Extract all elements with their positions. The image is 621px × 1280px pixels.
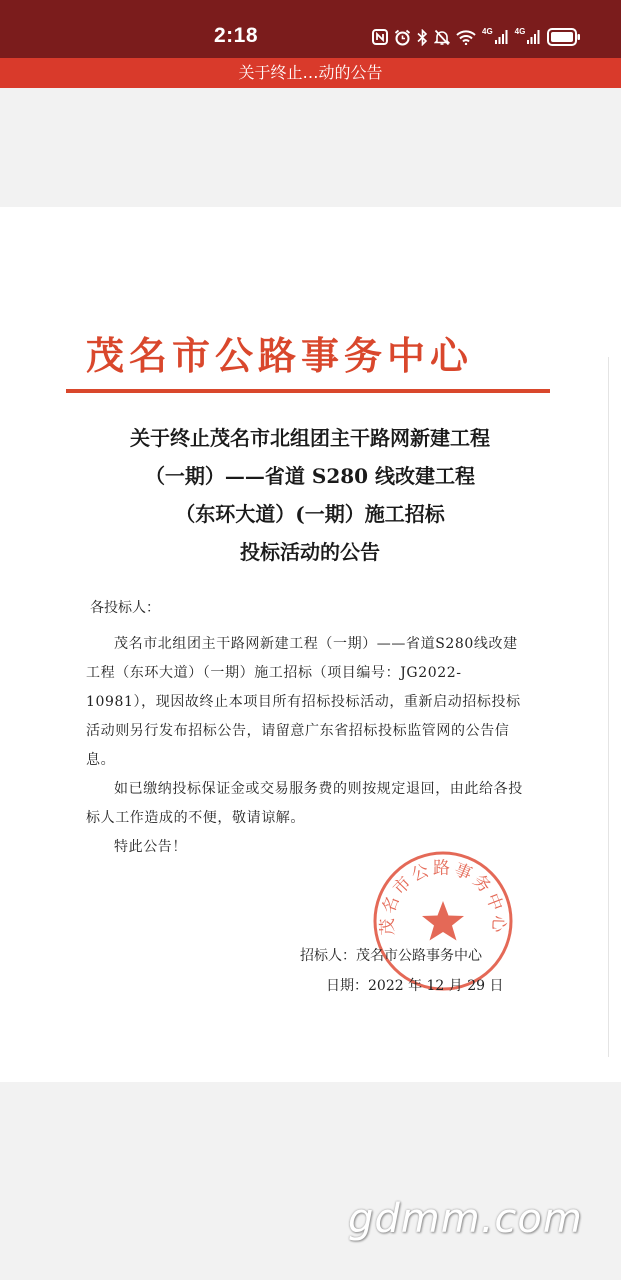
- battery-icon: [547, 28, 581, 46]
- body-text: [86, 630, 526, 862]
- title-bar: [0, 58, 621, 88]
- status-bar: [0, 0, 621, 58]
- body-paragraph: 如已缴纳投标保证金或交易服务费的则按规定退回，由此给各投标人工作造成的不便，敬请谅解。: [86, 781, 523, 826]
- status-icons: [372, 26, 581, 48]
- nfc-icon: [372, 29, 388, 45]
- page-edge: [608, 357, 609, 1057]
- seal-star: [422, 901, 464, 941]
- salutation: 各投标人：: [90, 600, 160, 616]
- watermark: gdmm.com: [348, 1196, 583, 1242]
- title-line: 关于终止茂名市北组团主干路网新建工程: [130, 426, 490, 450]
- bluetooth-icon: [417, 29, 428, 46]
- document-title: [60, 419, 560, 571]
- signature-org: 招标人：茂名市公路事务中心: [300, 948, 482, 964]
- wifi-icon: [456, 29, 476, 45]
- title-line: 投标活动的公告: [240, 540, 380, 564]
- page-title: 关于终止…动的公告: [238, 63, 383, 82]
- mute-icon: [434, 29, 450, 46]
- title-line: （一期）——省道 S280 线改建工程: [144, 464, 476, 488]
- body-paragraph: 特此公告！: [114, 839, 187, 855]
- title-line: （东环大道）(一期）施工招标: [175, 502, 445, 526]
- signal1-label: 4G: [482, 26, 493, 36]
- document-page: [0, 207, 621, 1082]
- header-rule: [66, 389, 550, 393]
- signature-block: [300, 941, 504, 1001]
- signal2-label: 4G: [514, 26, 526, 36]
- alarm-icon: [394, 29, 411, 46]
- body-paragraph: 茂名市北组团主干路网新建工程（一期）——省道S280线改建工程（东环大道）（一期）施工招标（项目编号：JG2022-10981），现因故终止本项目所有招标投标活动，重新启动招标投标活动则另行发布招标公告，请留意广东省招标投标监管网的公告信息。: [86, 636, 521, 768]
- status-time: 2:18: [214, 24, 259, 47]
- signal-icon-2: [527, 29, 541, 45]
- org-header: 茂名市公路事务中心: [86, 333, 474, 378]
- signal-icon: [495, 29, 509, 45]
- signature-date: 日期：2022 年 12 月 29 日: [326, 978, 504, 994]
- seal-text: 茂名市公路事务中心: [377, 858, 509, 936]
